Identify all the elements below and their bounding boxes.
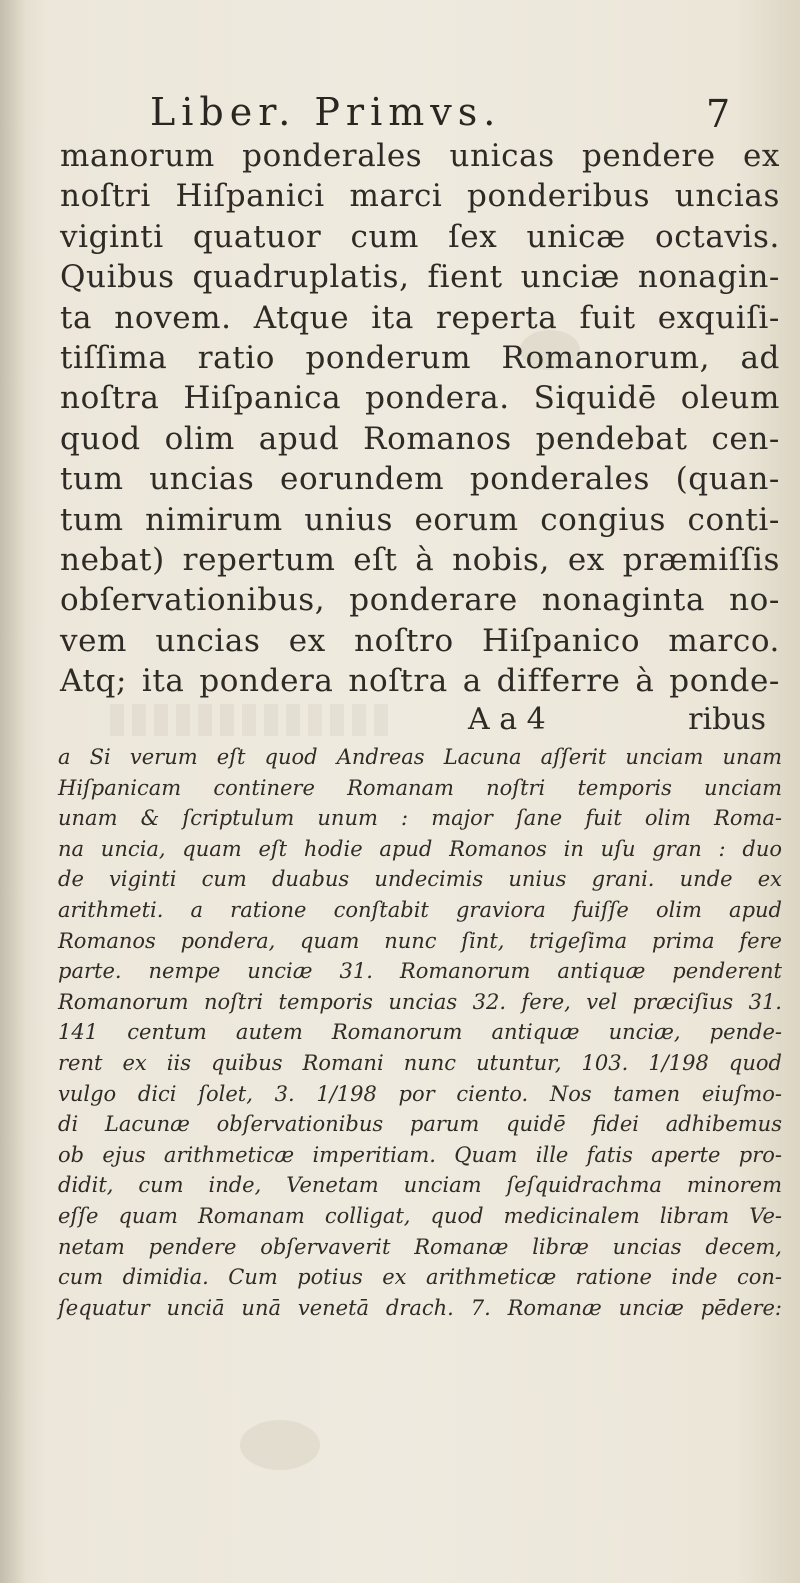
note-line: unam & ſcriptulum unum : major ſane fuit olim Roma- bbox=[58, 806, 782, 831]
note-line: de viginti cum duabus undecimis unius grani. unde ex bbox=[58, 867, 782, 892]
paper-stain bbox=[240, 1420, 320, 1470]
text-line: tiſſima ratio ponderum Romanorum, ad bbox=[60, 339, 780, 376]
text-line: obſervationibus, ponderare nonaginta no- bbox=[60, 582, 780, 619]
note-line: Romanorum noſtri temporis uncias 32. fere, vel præciſius 31. bbox=[58, 989, 782, 1014]
note-line: Hiſpanicam continere Romanam noſtri temporis unciam bbox=[58, 775, 782, 800]
text-line: quod olim apud Romanos pendebat cen- bbox=[60, 420, 780, 457]
signature-mark: A a 4 bbox=[468, 702, 546, 737]
note-line: parte. nempe unciæ 31. Romanorum antiquæ penderent bbox=[58, 959, 782, 984]
note-line: Romanos pondera, quam nunc ſint, trigeſima prima fere bbox=[58, 928, 782, 953]
text-line: Atq; ita pondera noſtra a differre à ponde- bbox=[60, 663, 780, 700]
page-number: 7 bbox=[706, 92, 731, 136]
note-line: ſequatur unciā unā venetā drach. 7. Romanæ unciæ pēdere: bbox=[58, 1295, 782, 1320]
note-line: arithmeti. a ratione conſtabit graviora fuiſſe olim apud bbox=[58, 897, 782, 922]
running-head: Liber. Primvs. bbox=[150, 90, 502, 134]
note-line: na uncia, quam eſt hodie apud Romanos in uſu gran : duo bbox=[58, 836, 782, 861]
catchword: ribus bbox=[688, 702, 766, 737]
gutter-shadow bbox=[0, 0, 26, 1583]
note-line: a Si verum eſt quod Andreas Lacuna aſſerit unciam unam bbox=[58, 745, 782, 769]
note-line: netam pendere obſervaverit Romanæ libræ uncias decem, bbox=[58, 1234, 782, 1259]
note-line: 141 centum autem Romanorum antiquæ unciæ, pende- bbox=[58, 1020, 782, 1045]
text-line: vem uncias ex noſtro Hiſpanico marco. bbox=[60, 622, 780, 659]
signature-row bbox=[60, 700, 780, 740]
text-line: ta novem. Atque ita reperta fuit exquiſi- bbox=[60, 299, 780, 336]
marginal-notes bbox=[58, 742, 782, 1323]
text-line: Quibus quadruplatis, fient unciæ nonagin- bbox=[60, 259, 780, 296]
note-line: cum dimidia. Cum potius ex arithmeticæ ratione inde con- bbox=[58, 1265, 782, 1290]
text-line: noſtra Hiſpanica pondera. Siquidē oleum bbox=[60, 380, 780, 417]
text-line: nebat) repertum eſt à nobis, ex præmiſſis bbox=[60, 541, 780, 578]
note-line: rent ex iis quibus Romani nunc utuntur, 103. 1/198 quod bbox=[58, 1050, 782, 1075]
main-text bbox=[60, 136, 780, 701]
note-line: vulgo dici ſolet, 3. 1/198 por ciento. Nos tamen eiuſmo- bbox=[58, 1081, 782, 1106]
text-line: tum uncias eorundem ponderales (quan- bbox=[60, 461, 780, 498]
text-line: tum nimirum unius eorum congius conti- bbox=[60, 501, 780, 538]
note-line: di Lacunæ obſervationibus parum quidē fidei adhibemus bbox=[58, 1112, 782, 1137]
text-line: viginti quatuor cum ſex unicæ octavis. bbox=[60, 218, 780, 255]
note-line: ob ejus arithmeticæ imperitiam. Quam ille fatis aperte pro- bbox=[58, 1142, 782, 1167]
note-line: eſſe quam Romanam colligat, quod medicinalem libram Ve- bbox=[58, 1203, 782, 1228]
text-line: manorum ponderales unicas pendere ex bbox=[60, 138, 780, 174]
text-line: noſtri Hiſpanici marci ponderibus uncias bbox=[60, 178, 780, 215]
note-line: didit, cum inde, Venetam unciam ſeſquidrachma minorem bbox=[58, 1173, 782, 1198]
